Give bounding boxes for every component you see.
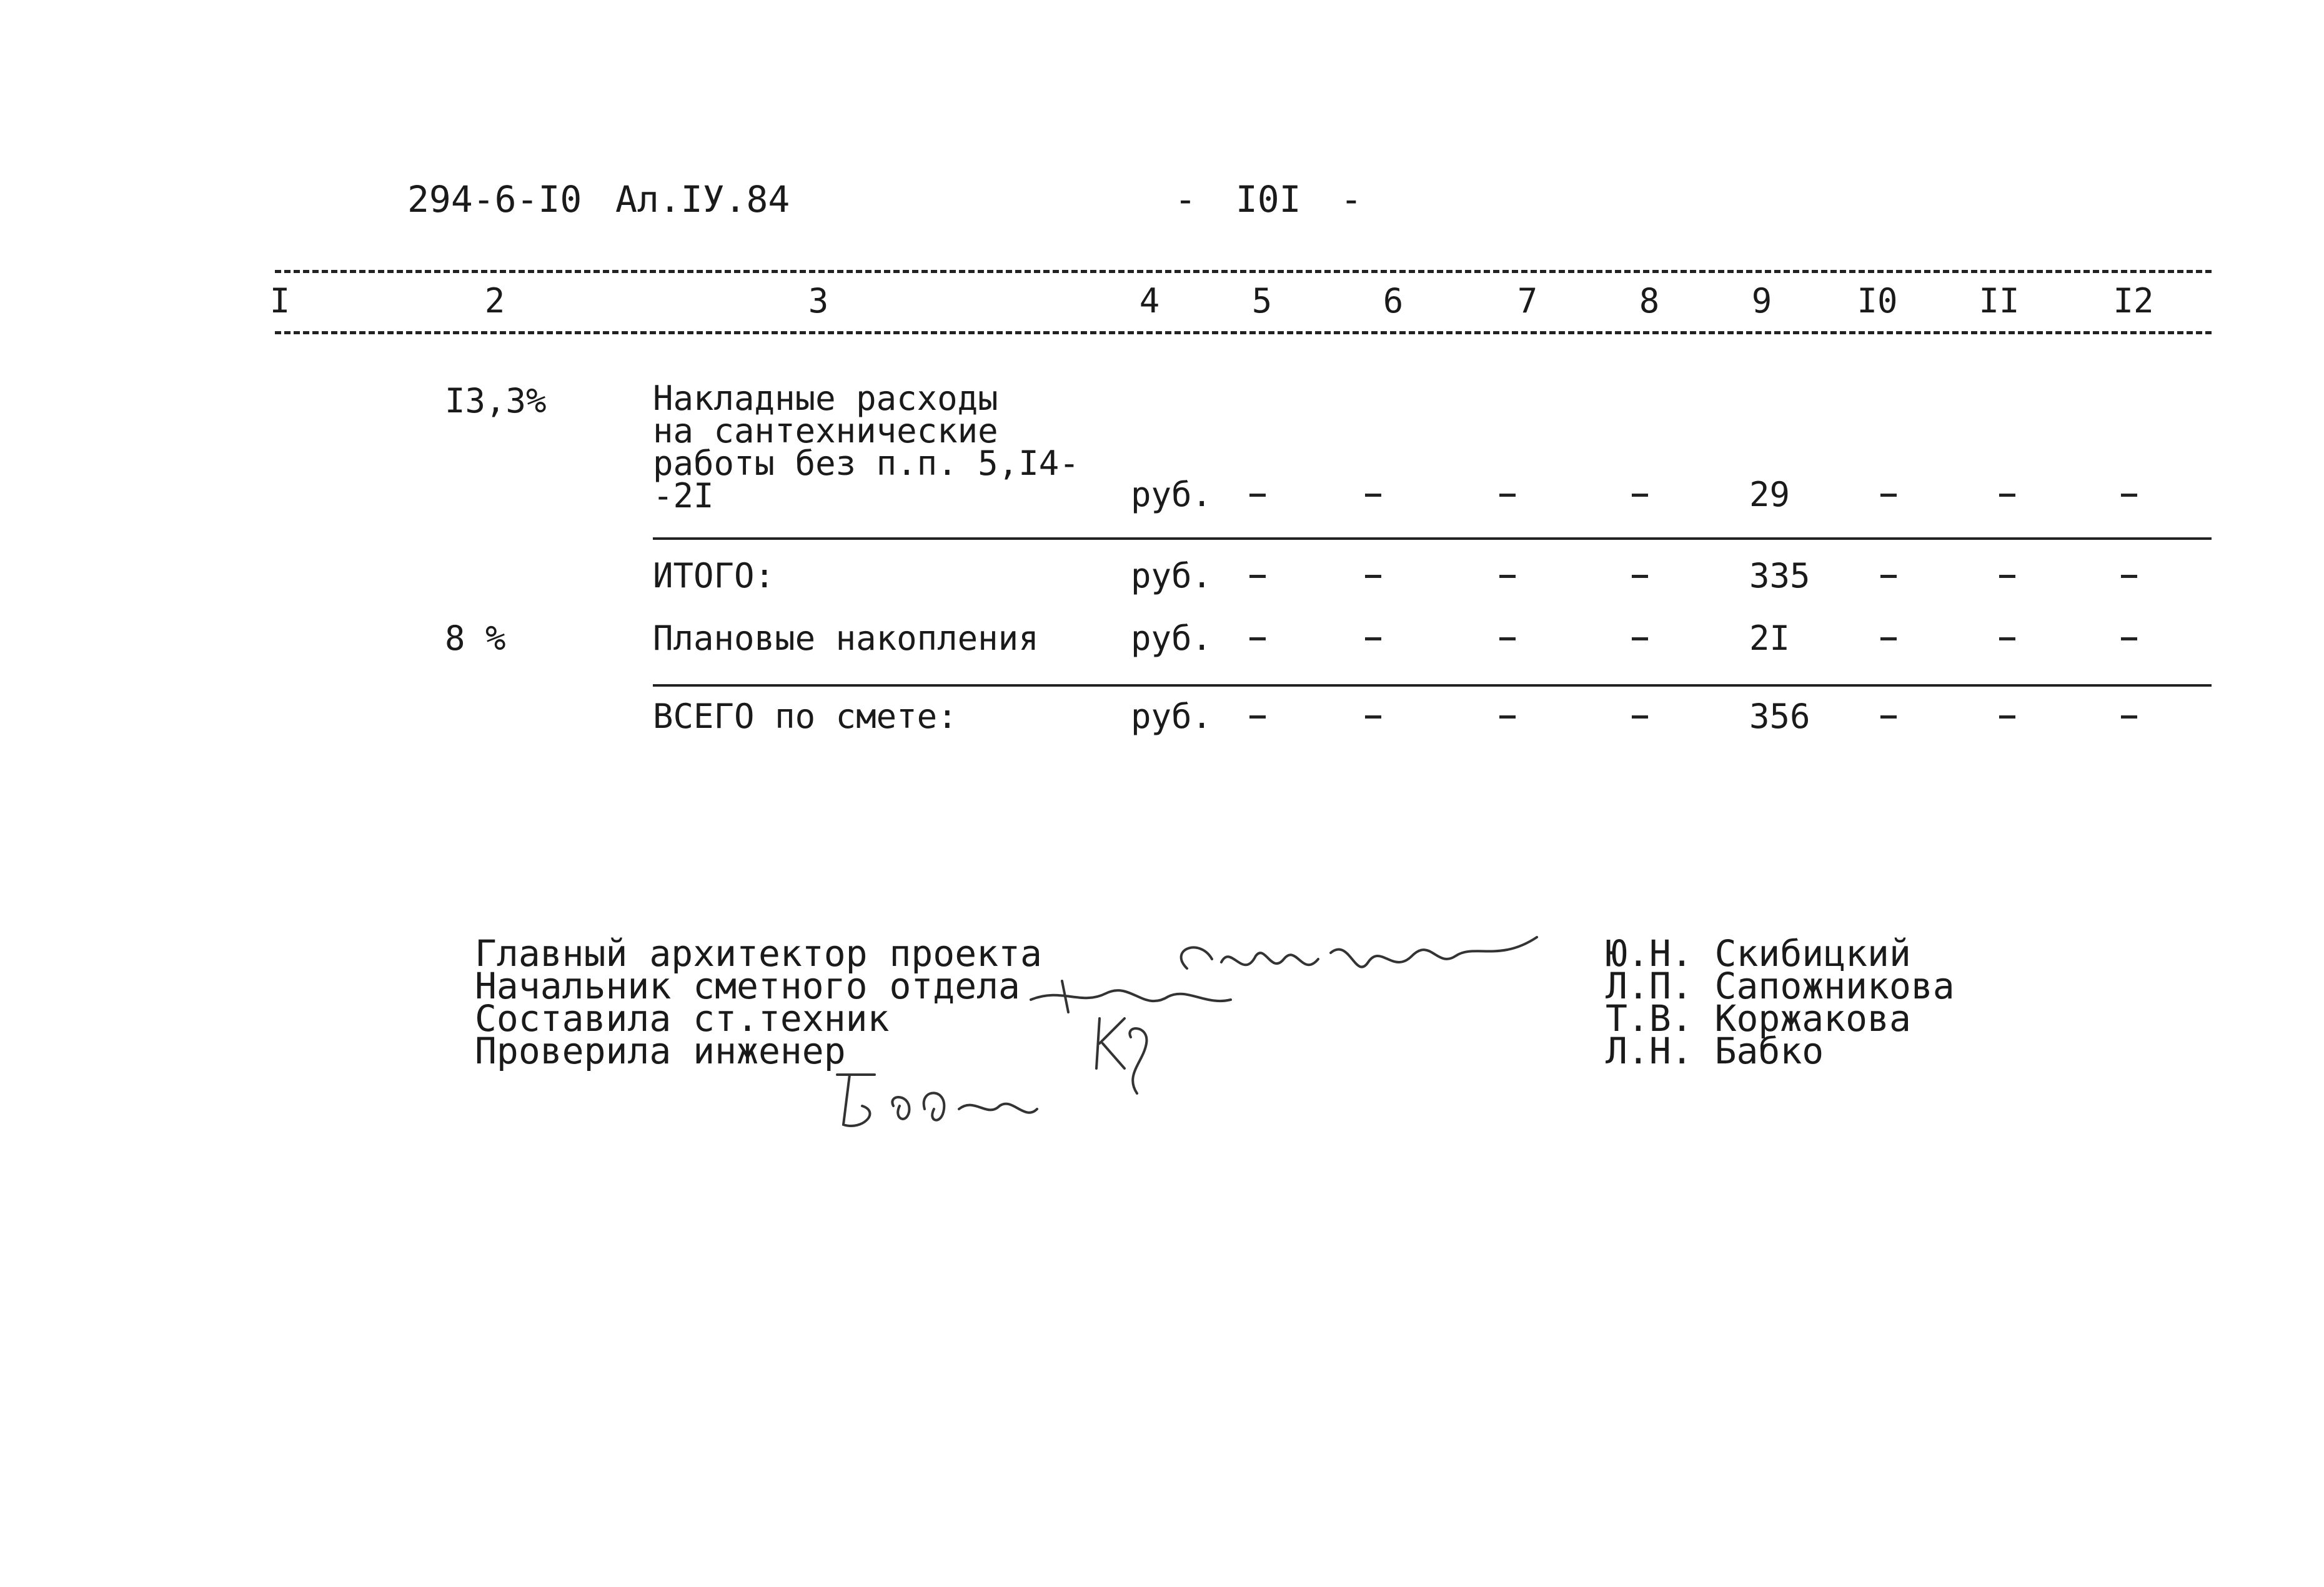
empty-dash — [1249, 494, 1266, 497]
empty-dash — [1365, 637, 1381, 640]
column-number: 4 — [1139, 281, 1160, 321]
empty-dash — [1499, 637, 1516, 640]
signer-name: Л.Н. Бабко — [1606, 1030, 1824, 1072]
empty-dash — [2121, 715, 2137, 719]
unit-cell: руб. — [1131, 475, 1213, 514]
empty-dash — [2121, 637, 2137, 640]
empty-dash — [2121, 575, 2137, 578]
empty-dash — [1249, 575, 1266, 578]
empty-dash — [1249, 637, 1266, 640]
handwritten-initials — [1087, 1000, 1174, 1100]
unit-cell: руб. — [1131, 556, 1213, 595]
row-separator — [653, 684, 2212, 687]
empty-dash — [1999, 575, 2015, 578]
empty-dash — [1365, 494, 1381, 497]
handwritten-signature-babko — [825, 1050, 1075, 1143]
value-cell: 335 — [1749, 556, 1810, 595]
description-cell: ИТОГО: — [653, 556, 775, 595]
empty-dash — [1499, 715, 1516, 719]
empty-dash — [1499, 494, 1516, 497]
header-bottom-rule — [275, 331, 2212, 334]
column-number: 2 — [484, 281, 505, 321]
empty-dash — [1632, 575, 1648, 578]
unit-cell: руб. — [1131, 619, 1213, 658]
position-label: Главный архитектор проекта — [475, 932, 1042, 975]
empty-dash — [1499, 575, 1516, 578]
signer-name: Ю.Н. Скибицкий — [1606, 932, 1911, 975]
column-number: 6 — [1383, 281, 1404, 321]
column-number: 9 — [1751, 281, 1772, 321]
signer-name: Т.В. Коржакова — [1606, 997, 1911, 1040]
position-label: Начальник сметного отдела — [475, 965, 1020, 1007]
empty-dash — [1632, 637, 1648, 640]
empty-dash — [1632, 715, 1648, 719]
header-top-rule — [275, 270, 2212, 273]
empty-dash — [1365, 715, 1381, 719]
column-number: I — [269, 281, 290, 321]
empty-dash — [1365, 575, 1381, 578]
album-code: Ал.IУ.84 — [615, 178, 790, 221]
empty-dash — [1999, 494, 2015, 497]
empty-dash — [1999, 715, 2015, 719]
empty-dash — [1632, 494, 1648, 497]
empty-dash — [1999, 637, 2015, 640]
signature-positions — [475, 932, 1042, 1072]
signer-name: Л.П. Сапожникова — [1606, 965, 1955, 1007]
empty-dash — [2121, 494, 2137, 497]
value-cell: 356 — [1749, 697, 1810, 736]
column-number: 5 — [1251, 281, 1273, 321]
page-number: - I0I - — [1174, 178, 1363, 221]
unit-cell: руб. — [1131, 697, 1213, 736]
position-label: Составила ст.техник — [475, 997, 890, 1040]
value-cell: 29 — [1749, 475, 1790, 514]
signature-names — [1606, 932, 1955, 1072]
document-code: 294-6-I0 — [407, 178, 582, 221]
empty-dash — [1880, 715, 1897, 719]
position-label: Проверила инженер — [475, 1030, 846, 1072]
empty-dash — [1880, 494, 1897, 497]
column-number: 8 — [1639, 281, 1660, 321]
rate-cell: 8 % — [445, 619, 506, 658]
column-number: 7 — [1517, 281, 1538, 321]
description-cell: Накладные расходы на сантехнические работы без п.п. 5,I4- -2I — [653, 379, 1080, 515]
column-number: II — [1979, 281, 2020, 321]
rate-cell: I3,3% — [445, 381, 547, 420]
column-number: 3 — [808, 281, 829, 321]
description-cell: ВСЕГО по смете: — [653, 697, 958, 736]
column-number: I2 — [2113, 281, 2154, 321]
row-separator — [653, 537, 2212, 540]
description-cell: Плановые накопления — [653, 619, 1039, 658]
empty-dash — [1880, 575, 1897, 578]
empty-dash — [1880, 637, 1897, 640]
value-cell: 2I — [1749, 619, 1790, 658]
column-number: I0 — [1857, 281, 1898, 321]
empty-dash — [1249, 715, 1266, 719]
